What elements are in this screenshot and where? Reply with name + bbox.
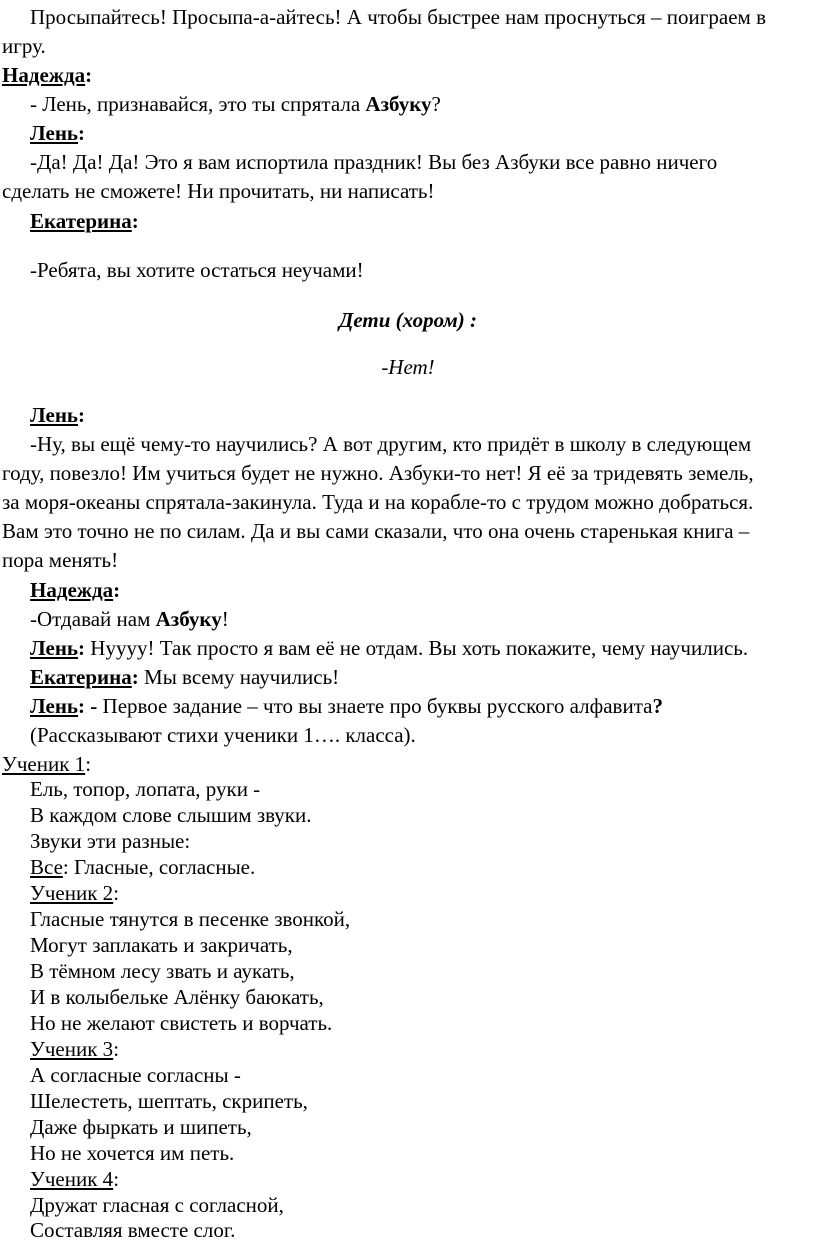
poem-line: Могут заплакать и закричать, — [30, 933, 293, 957]
all-line: Все: Гласные, согласные. — [30, 855, 256, 879]
paragraph-line: Просыпайтесь! Просыпа-а-айтесь! А чтобы быстрее нам проснуться – поиграем в — [30, 5, 766, 29]
speaker-label: Надежда: — [2, 63, 93, 87]
poem-line: Даже фыркать и шипеть, — [30, 1115, 252, 1139]
poem-line: Шелестеть, шептать, скрипеть, — [30, 1089, 308, 1113]
poem-line: Звуки эти разные: — [30, 829, 191, 853]
poem-line: И в колыбельке Алёнку баюкать, — [30, 985, 324, 1009]
poem-line: Ель, топор, лопата, руки - — [30, 777, 261, 801]
paragraph-line: игру. — [2, 34, 46, 58]
paragraph-line: пора менять! — [2, 548, 119, 572]
poem-line: Дружат гласная с согласной, — [30, 1193, 284, 1217]
poem-line: Составляя вместе слог. — [30, 1218, 236, 1242]
student-label: Ученик 4: — [30, 1167, 120, 1191]
paragraph-line: сделать не сможете! Ни прочитать, ни написать! — [2, 179, 435, 203]
speaker-label: Екатерина: — [30, 209, 139, 233]
speaker-label: Надежда: — [30, 578, 121, 602]
student-label: Ученик 3: — [30, 1037, 120, 1061]
paragraph-line: (Рассказывают стихи ученики 1…. класса). — [30, 723, 416, 747]
paragraph-line: Лень: - Первое задание – что вы знаете про буквы русского алфавита? — [30, 694, 663, 718]
paragraph-line: -Ну, вы ещё чему-то научились? А вот другим, кто придёт в школу в следующем — [30, 432, 752, 456]
poem-line: В каждом слове слышим звуки. — [30, 803, 312, 827]
poem-line: Но не хочется им петь. — [30, 1141, 235, 1165]
paragraph-line: Лень: Нуууу! Так просто я вам её не отдам. Вы хоть покажите, чему научились. — [30, 636, 749, 660]
paragraph-line: - Лень, признавайся, это ты спрятала Азбуку? — [30, 92, 441, 116]
paragraph-line: году, повезло! Им учиться будет не нужно. Азбуки-то нет! Я её за тридевять земель, — [2, 461, 754, 485]
chorus-reply: -Нет! — [381, 355, 435, 379]
paragraph-line: Екатерина: Мы всему научились! — [30, 665, 340, 689]
paragraph-line: за моря-океаны спрятала-закинула. Туда и на корабле-то с трудом можно добраться. — [2, 490, 754, 514]
poem-line: Гласные тянутся в песенке звонкой, — [30, 907, 351, 931]
paragraph-line: Вам это точно не по силам. Да и вы сами сказали, что она очень старенькая книга – — [2, 519, 750, 543]
paragraph-line: -Отдавай нам Азбуку! — [30, 607, 229, 631]
poem-line: В тёмном лесу звать и аукать, — [30, 959, 295, 983]
speaker-label: Лень: — [30, 121, 86, 145]
poem-line: А согласные согласны - — [30, 1063, 241, 1087]
student-label: Ученик 1: — [2, 752, 92, 776]
poem-line: Но не желают свистеть и ворчать. — [30, 1011, 333, 1035]
student-label: Ученик 2: — [30, 881, 120, 905]
paragraph-line: -Да! Да! Да! Это я вам испортила праздник! Вы без Азбуки все равно ничего — [30, 150, 718, 174]
chorus-label: Дети (хором) : — [339, 308, 477, 332]
paragraph-line: -Ребята, вы хотите остаться неучами! — [30, 258, 364, 282]
speaker-label: Лень: — [30, 403, 86, 427]
